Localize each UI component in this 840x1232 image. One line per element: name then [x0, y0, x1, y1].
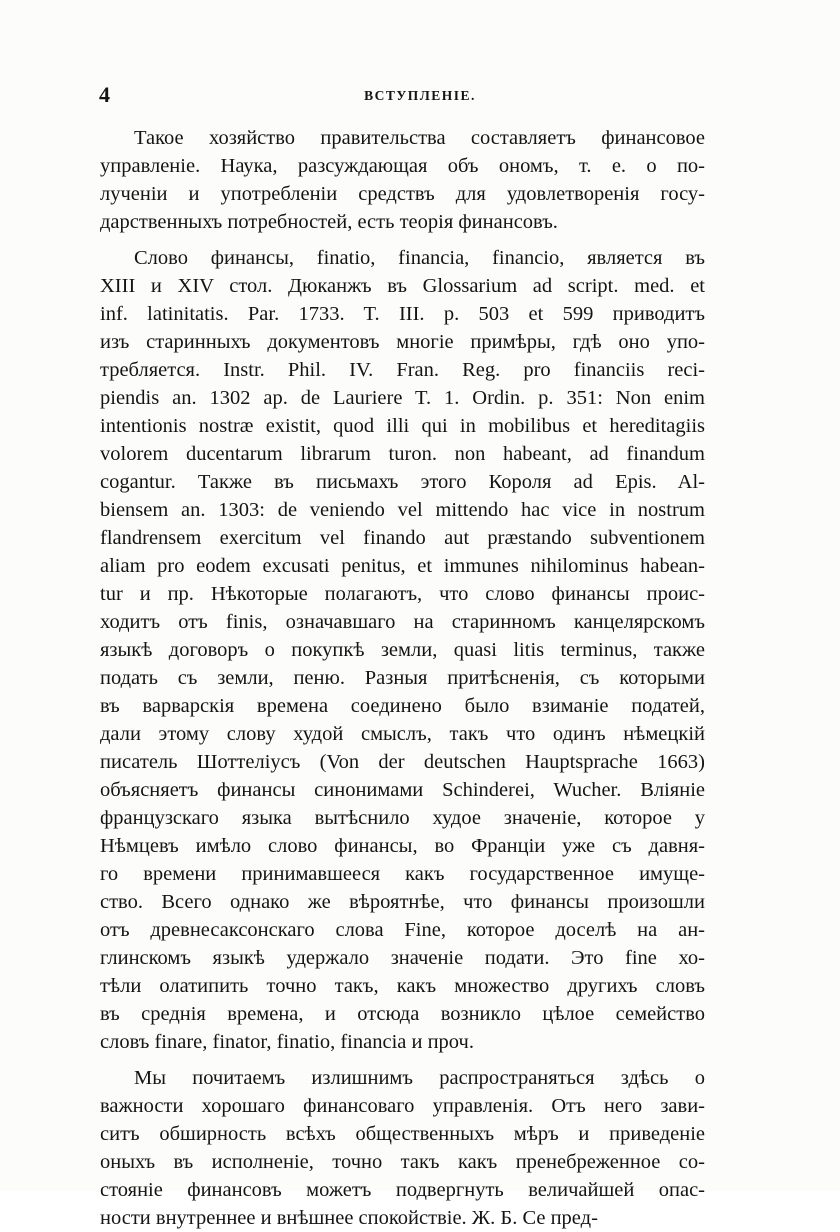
- text-line: въ варварскія времена соединено было взиманіе податей,: [100, 695, 705, 717]
- text-line: biensem an. 1303: de veniendo vel mittendo hac vice in nostrum: [100, 499, 705, 521]
- text-line: inf. latinitatis. Par. 1733. T. III. p. 503 et 599 приводитъ: [100, 303, 705, 325]
- text-line: стояніе финансовъ можетъ подвергнуть величайшей опас-: [100, 1179, 705, 1201]
- text-line: XIII и XIV стол. Дюканжъ въ Glossarium ad script. med. et: [100, 275, 705, 297]
- text-line: важности хорошаго финансоваго управленія. Отъ него зави-: [100, 1095, 705, 1117]
- text-line: volorem ducentarum librarum turon. non habeant, ad finandum: [100, 443, 705, 465]
- text-line: дали этому слову худой смыслъ, такъ что одинъ нѣмецкій: [100, 723, 705, 745]
- text-line: ство. Всего однако же вѣроятнѣе, что финансы произошли: [100, 891, 705, 913]
- text-line: словъ finare, finator, finatio, financia и проч.: [100, 1031, 474, 1053]
- text-line: cogantur. Также въ письмахъ этого Короля ad Epis. Al-: [100, 471, 705, 493]
- text-line: ности внутреннее и внѣшнее спокойствіе. Ж. Б. Се пред-: [100, 1207, 598, 1229]
- text-line: intentionis nostræ existit, quod illi qui in mobilibus et hereditagiis: [100, 415, 705, 437]
- text-line: отъ древнесаксонскаго слова Fine, которое доселѣ на ан-: [100, 919, 705, 941]
- body-text: [100, 124, 705, 1232]
- text-line: требляется. Instr. Phil. IV. Fran. Reg. pro financiis reci-: [100, 359, 705, 381]
- text-line: французскаго языка вытѣснило худое значеніе, которое у: [100, 807, 705, 829]
- text-line: flandrensem exercitum vel finando aut præstando subventionem: [100, 527, 705, 549]
- text-line: подать съ земли, пеню. Разныя притѣсненія, съ которыми: [100, 667, 705, 689]
- text-line: дарственныхъ потребностей, есть теорія финансовъ.: [100, 211, 558, 233]
- paragraph: [100, 124, 705, 236]
- text-line: Мы почитаемъ излишнимъ распространяться здѣсь о: [134, 1067, 705, 1089]
- text-line: глинскомъ языкѣ удержало значеніе подати. Это fine хо-: [100, 947, 705, 969]
- text-line: Слово финансы, finatio, financia, financio, является въ: [134, 247, 705, 269]
- text-line: изъ старинныхъ документовъ многіе примѣры, гдѣ оно упо-: [100, 331, 705, 353]
- text-line: въ среднія времена, и отсюда возникло цѣлое семейство: [100, 1003, 705, 1025]
- text-line: ходитъ отъ finis, означавшаго на старинномъ канцелярскомъ: [100, 611, 705, 633]
- text-line: объясняетъ финансы синонимами Schinderei, Wucher. Вліяніе: [100, 779, 705, 801]
- text-line: aliam pro eodem excusati penitus, et immunes nihilominus habean-: [100, 555, 705, 577]
- text-line: писатель Шоттелiусъ (Von der deutschen Hauptsprache 1663): [100, 751, 705, 773]
- text-line: управленіе. Наука, разсуждающая объ ономъ, т. е. о по-: [100, 155, 705, 177]
- running-head: ВСТУПЛЕНІЕ.: [364, 88, 476, 103]
- paragraph: [100, 244, 705, 1056]
- text-line: Нѣмцевъ имѣло слово финансы, во Франціи уже съ давня-: [100, 835, 705, 857]
- text-line: тѣли олатипить точно такъ, какъ множество другихъ словъ: [100, 975, 705, 997]
- text-line: tur и пр. Нѣкоторые полагаютъ, что слово финансы проис-: [100, 583, 705, 605]
- text-line: го времени принимавшееся какъ государственное имуще-: [100, 863, 705, 885]
- text-line: Такое хозяйство правительства составляетъ финансовое: [134, 127, 705, 149]
- text-line: оныхъ въ исполненіе, точно такъ какъ пренебреженное со-: [100, 1151, 705, 1173]
- page-header: [0, 80, 840, 110]
- text-line: piendis an. 1302 ap. de Lauriere T. 1. Ordin. p. 351: Non enim: [100, 387, 705, 409]
- text-line: языкѣ договоръ о покупкѣ земли, quasi litis terminus, также: [100, 639, 705, 661]
- paragraph: [100, 1064, 705, 1232]
- text-line: ситъ обширность всѣхъ общественныхъ мѣръ и приведеніе: [100, 1123, 705, 1145]
- page-number: 4: [99, 82, 110, 107]
- text-line: лученіи и употребленіи средствъ для удовлетворенія госу-: [100, 183, 705, 205]
